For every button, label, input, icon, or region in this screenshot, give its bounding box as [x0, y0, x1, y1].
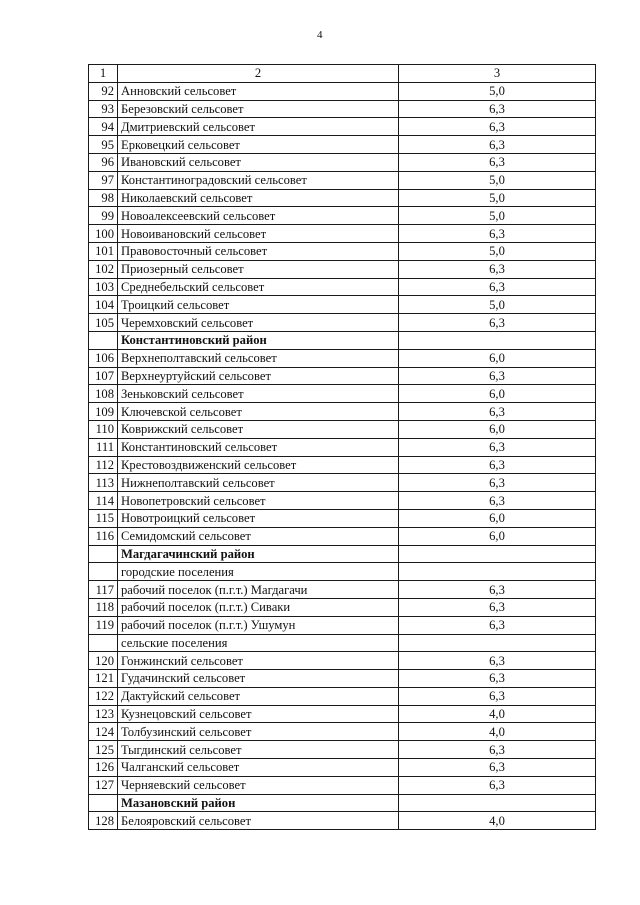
settlement-name: Дактуйский сельсовет [118, 687, 399, 705]
settlement-name: Верхнеуртуйский сельсовет [118, 367, 399, 385]
table-row [89, 776, 596, 794]
rate-value: 6,0 [399, 349, 596, 367]
row-number: 123 [89, 705, 118, 723]
row-number: 114 [89, 492, 118, 510]
table-row [89, 438, 596, 456]
table-row [89, 527, 596, 545]
rate-value [399, 634, 596, 652]
table-row [89, 509, 596, 527]
rate-value: 6,3 [399, 492, 596, 510]
rate-value: 6,3 [399, 260, 596, 278]
table-row [89, 420, 596, 438]
table-row [89, 403, 596, 421]
settlement-name: Приозерный сельсовет [118, 260, 399, 278]
row-number: 103 [89, 278, 118, 296]
rate-value: 5,0 [399, 207, 596, 225]
settlement-name: сельские поселения [118, 634, 399, 652]
settlement-name: Троицкий сельсовет [118, 296, 399, 314]
row-number: 102 [89, 260, 118, 278]
table-row [89, 260, 596, 278]
settlement-name: Семидомский сельсовет [118, 527, 399, 545]
settlement-name: Верхнеполтавский сельсовет [118, 349, 399, 367]
rate-value [399, 545, 596, 563]
row-number [89, 794, 118, 812]
rate-value: 6,3 [399, 581, 596, 599]
rate-value: 6,0 [399, 509, 596, 527]
settlement-name: Белояровский сельсовет [118, 812, 399, 830]
row-number: 126 [89, 759, 118, 777]
rate-value: 5,0 [399, 171, 596, 189]
table-row [89, 100, 596, 118]
settlement-name: Дмитриевский сельсовет [118, 118, 399, 136]
rate-value: 6,3 [399, 153, 596, 171]
rate-value: 5,0 [399, 82, 596, 100]
table-row [89, 741, 596, 759]
table-row [89, 492, 596, 510]
row-number: 105 [89, 314, 118, 332]
rate-value: 5,0 [399, 296, 596, 314]
settlement-name: Нижнеполтавский сельсовет [118, 474, 399, 492]
table-row [89, 456, 596, 474]
rate-value: 6,3 [399, 136, 596, 154]
rate-value [399, 563, 596, 581]
rate-value: 6,3 [399, 403, 596, 421]
rate-value: 6,3 [399, 367, 596, 385]
rate-value [399, 331, 596, 349]
row-number: 111 [89, 438, 118, 456]
row-number: 124 [89, 723, 118, 741]
rate-value [399, 794, 596, 812]
row-number: 93 [89, 100, 118, 118]
settlement-name: Новоалексеевский сельсовет [118, 207, 399, 225]
table-row [89, 242, 596, 260]
section-row [89, 545, 596, 563]
data-table [88, 64, 596, 830]
row-number: 120 [89, 652, 118, 670]
rate-value: 6,3 [399, 118, 596, 136]
settlement-name: Правовосточный сельсовет [118, 242, 399, 260]
rate-value: 6,3 [399, 314, 596, 332]
table-row [89, 367, 596, 385]
settlement-name: Ключевской сельсовет [118, 403, 399, 421]
settlement-name: Анновский сельсовет [118, 82, 399, 100]
row-number: 106 [89, 349, 118, 367]
table-row [89, 171, 596, 189]
rate-value: 4,0 [399, 705, 596, 723]
rate-value: 6,3 [399, 225, 596, 243]
settlement-name: Гонжинский сельсовет [118, 652, 399, 670]
row-number: 100 [89, 225, 118, 243]
settlement-name: рабочий поселок (п.г.т.) Сиваки [118, 598, 399, 616]
settlement-name: Новоивановский сельсовет [118, 225, 399, 243]
header-col-2: 2 [118, 65, 399, 83]
settlement-name: Тыгдинский сельсовет [118, 741, 399, 759]
settlement-name: Гудачинский сельсовет [118, 670, 399, 688]
rate-value: 6,3 [399, 670, 596, 688]
row-number [89, 545, 118, 563]
district-heading: Магдагачинский район [118, 545, 399, 563]
table-row [89, 82, 596, 100]
district-heading: Мазановский район [118, 794, 399, 812]
district-heading: Константиновский район [118, 331, 399, 349]
rate-value: 6,3 [399, 598, 596, 616]
row-number: 110 [89, 420, 118, 438]
row-number: 108 [89, 385, 118, 403]
row-number: 127 [89, 776, 118, 794]
settlement-name: рабочий поселок (п.г.т.) Магдагачи [118, 581, 399, 599]
section-row [89, 331, 596, 349]
row-number: 107 [89, 367, 118, 385]
rate-value: 4,0 [399, 723, 596, 741]
settlement-name: Ерковецкий сельсовет [118, 136, 399, 154]
row-number: 115 [89, 509, 118, 527]
table-header-row [89, 65, 596, 83]
row-number: 125 [89, 741, 118, 759]
settlement-name: Черняевский сельсовет [118, 776, 399, 794]
settlement-name: Зеньковский сельсовет [118, 385, 399, 403]
table-row [89, 385, 596, 403]
rate-value: 6,3 [399, 759, 596, 777]
rate-value: 6,3 [399, 741, 596, 759]
settlement-name: Черемховский сельсовет [118, 314, 399, 332]
settlement-name: Крестовоздвиженский сельсовет [118, 456, 399, 474]
row-number: 119 [89, 616, 118, 634]
table-row [89, 670, 596, 688]
table-body [89, 65, 596, 830]
table-row [89, 563, 596, 581]
table-row [89, 189, 596, 207]
header-col-3: 3 [399, 65, 596, 83]
row-number: 121 [89, 670, 118, 688]
row-number: 92 [89, 82, 118, 100]
table-row [89, 616, 596, 634]
rate-value: 6,0 [399, 420, 596, 438]
rate-value: 6,3 [399, 438, 596, 456]
table-row [89, 153, 596, 171]
header-col-1: 1 [89, 65, 118, 83]
settlement-name: Среднебельский сельсовет [118, 278, 399, 296]
table-row [89, 723, 596, 741]
row-number: 117 [89, 581, 118, 599]
row-number: 95 [89, 136, 118, 154]
row-number: 128 [89, 812, 118, 830]
rate-value: 6,3 [399, 100, 596, 118]
row-number: 97 [89, 171, 118, 189]
row-number: 98 [89, 189, 118, 207]
settlement-name: Кузнецовский сельсовет [118, 705, 399, 723]
table-row [89, 474, 596, 492]
rate-value: 6,3 [399, 616, 596, 634]
row-number: 122 [89, 687, 118, 705]
settlement-name: Новотроицкий сельсовет [118, 509, 399, 527]
rate-value: 5,0 [399, 189, 596, 207]
settlement-name: Новопетровский сельсовет [118, 492, 399, 510]
settlement-name: Коврижский сельсовет [118, 420, 399, 438]
settlement-name: Константиноградовский сельсовет [118, 171, 399, 189]
table-row [89, 705, 596, 723]
settlement-name: Николаевский сельсовет [118, 189, 399, 207]
settlement-name: Березовский сельсовет [118, 100, 399, 118]
settlement-name: городские поселения [118, 563, 399, 581]
table-row [89, 812, 596, 830]
rate-value: 6,0 [399, 527, 596, 545]
table-row [89, 759, 596, 777]
rate-value: 6,3 [399, 278, 596, 296]
settlement-name: Ивановский сельсовет [118, 153, 399, 171]
rate-value: 6,3 [399, 456, 596, 474]
table-row [89, 118, 596, 136]
rate-value: 6,3 [399, 652, 596, 670]
row-number [89, 331, 118, 349]
settlement-name: Чалганский сельсовет [118, 759, 399, 777]
settlement-name: Константиновский сельсовет [118, 438, 399, 456]
settlement-name: Толбузинский сельсовет [118, 723, 399, 741]
table-row [89, 314, 596, 332]
table-row [89, 687, 596, 705]
table-row [89, 296, 596, 314]
row-number: 99 [89, 207, 118, 225]
row-number: 94 [89, 118, 118, 136]
row-number: 109 [89, 403, 118, 421]
row-number: 96 [89, 153, 118, 171]
row-number: 116 [89, 527, 118, 545]
table-row [89, 278, 596, 296]
row-number [89, 563, 118, 581]
table-row [89, 136, 596, 154]
row-number: 118 [89, 598, 118, 616]
rate-value: 6,0 [399, 385, 596, 403]
row-number [89, 634, 118, 652]
rate-value: 4,0 [399, 812, 596, 830]
rate-value: 6,3 [399, 474, 596, 492]
section-row [89, 794, 596, 812]
rate-value: 5,0 [399, 242, 596, 260]
table-row [89, 652, 596, 670]
table-row [89, 581, 596, 599]
row-number: 101 [89, 242, 118, 260]
row-number: 104 [89, 296, 118, 314]
settlement-name: рабочий поселок (п.г.т.) Ушумун [118, 616, 399, 634]
table-row [89, 207, 596, 225]
rate-value: 6,3 [399, 687, 596, 705]
row-number: 113 [89, 474, 118, 492]
table-row [89, 225, 596, 243]
row-number: 112 [89, 456, 118, 474]
rate-value: 6,3 [399, 776, 596, 794]
table-row [89, 598, 596, 616]
page-number: 4 [317, 29, 323, 41]
table-row [89, 634, 596, 652]
table-row [89, 349, 596, 367]
